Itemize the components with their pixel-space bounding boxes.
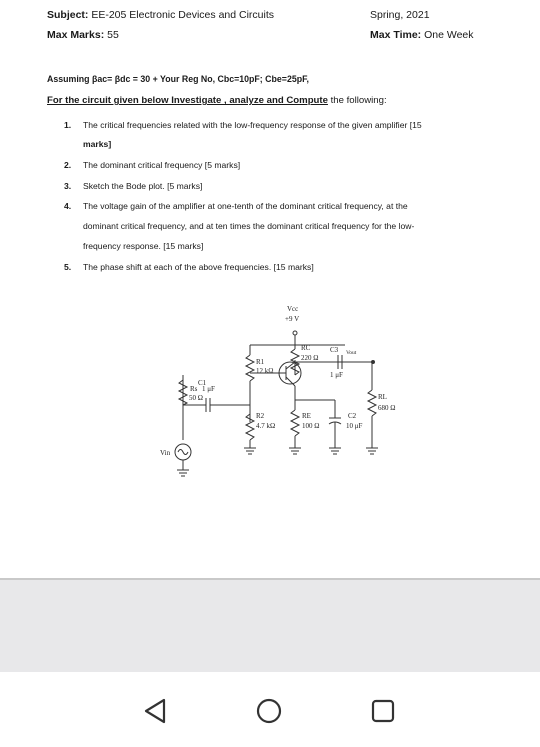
vcc-value: +9 V [285,315,300,323]
assumption: Assuming βac= βdc = 30 + Your Reg No, Cbc=10pF; Cbe=25pF, [47,74,309,84]
max-marks-line [47,29,119,41]
subject-line [47,9,274,21]
r2-value: 4.7 kΩ [256,422,276,430]
c3-label: C3 [330,346,339,354]
c2-label: C2 [348,412,357,420]
c2-value: 10 μF [346,422,363,430]
rs-label: Rs [190,385,198,393]
android-navigation-bar [0,672,540,747]
vin-label: Vin [160,449,171,457]
rs-value: 50 Ω [189,394,203,402]
term: Spring, 2021 [370,9,430,21]
instruction-underlined: For the circuit given below Investigate , analyze and Compute [47,95,328,106]
re-value: 100 Ω [302,422,320,430]
question-3-line-1: Sketch the Bode plot. [5 marks] [83,181,203,191]
question-1-line-1: The critical frequencies related with the low-frequency response of the given amplifier [15 [83,120,422,130]
max-time-value: One Week [424,29,474,41]
question-number: 1. [64,120,72,130]
instruction-rest: the following: [327,95,387,106]
question-4-line-2: dominant critical frequency, and at ten times the dominant critical frequency for the low- [83,221,415,231]
max-time-label: Max Time: [370,29,422,41]
c3-value: 1 μF [330,371,343,379]
rl-value: 680 Ω [378,404,396,412]
home-circle-icon [254,696,284,726]
c1-value: 1 μF [202,385,215,393]
blank-area [0,580,540,672]
recents-square-icon [368,696,398,726]
back-button[interactable] [140,696,170,726]
question-4-line-3: frequency response. [15 marks] [83,241,204,251]
max-marks-value: 55 [107,29,119,41]
subject-value: EE-205 Electronic Devices and Circuits [91,9,275,21]
question-2-line-1: The dominant critical frequency [5 marks] [83,160,241,170]
question-number: 2. [64,160,72,170]
home-button[interactable] [254,696,284,726]
rc-label: RC [301,344,311,352]
subject-label: Subject: [47,9,89,21]
question-1-line-2: marks] [83,139,112,149]
r1-value: 12 kΩ [256,367,274,375]
rc-value: 220 Ω [301,354,319,362]
instruction [47,95,387,106]
rl-label: RL [378,393,387,401]
question-4-line-1: The voltage gain of the amplifier at one-tenth of the dominant critical frequency, at the [83,201,408,211]
back-triangle-icon [140,696,170,726]
r1-label: R1 [256,358,265,366]
question-number: 4. [64,201,72,211]
vcc-label: Vcc [287,305,299,313]
c1-label: C1 [198,379,207,387]
max-time-line [370,29,474,41]
max-marks-label: Max Marks: [47,29,105,41]
question-5-line-1: The phase shift at each of the above frequencies. [15 marks] [83,262,314,272]
amplifier-circuit-diagram [145,300,415,510]
vout-label: Vout [346,350,357,356]
question-number: 3. [64,181,72,191]
re-label: RE [302,412,311,420]
question-number: 5. [64,262,72,272]
recents-button[interactable] [368,696,398,726]
r2-label: R2 [256,412,265,420]
